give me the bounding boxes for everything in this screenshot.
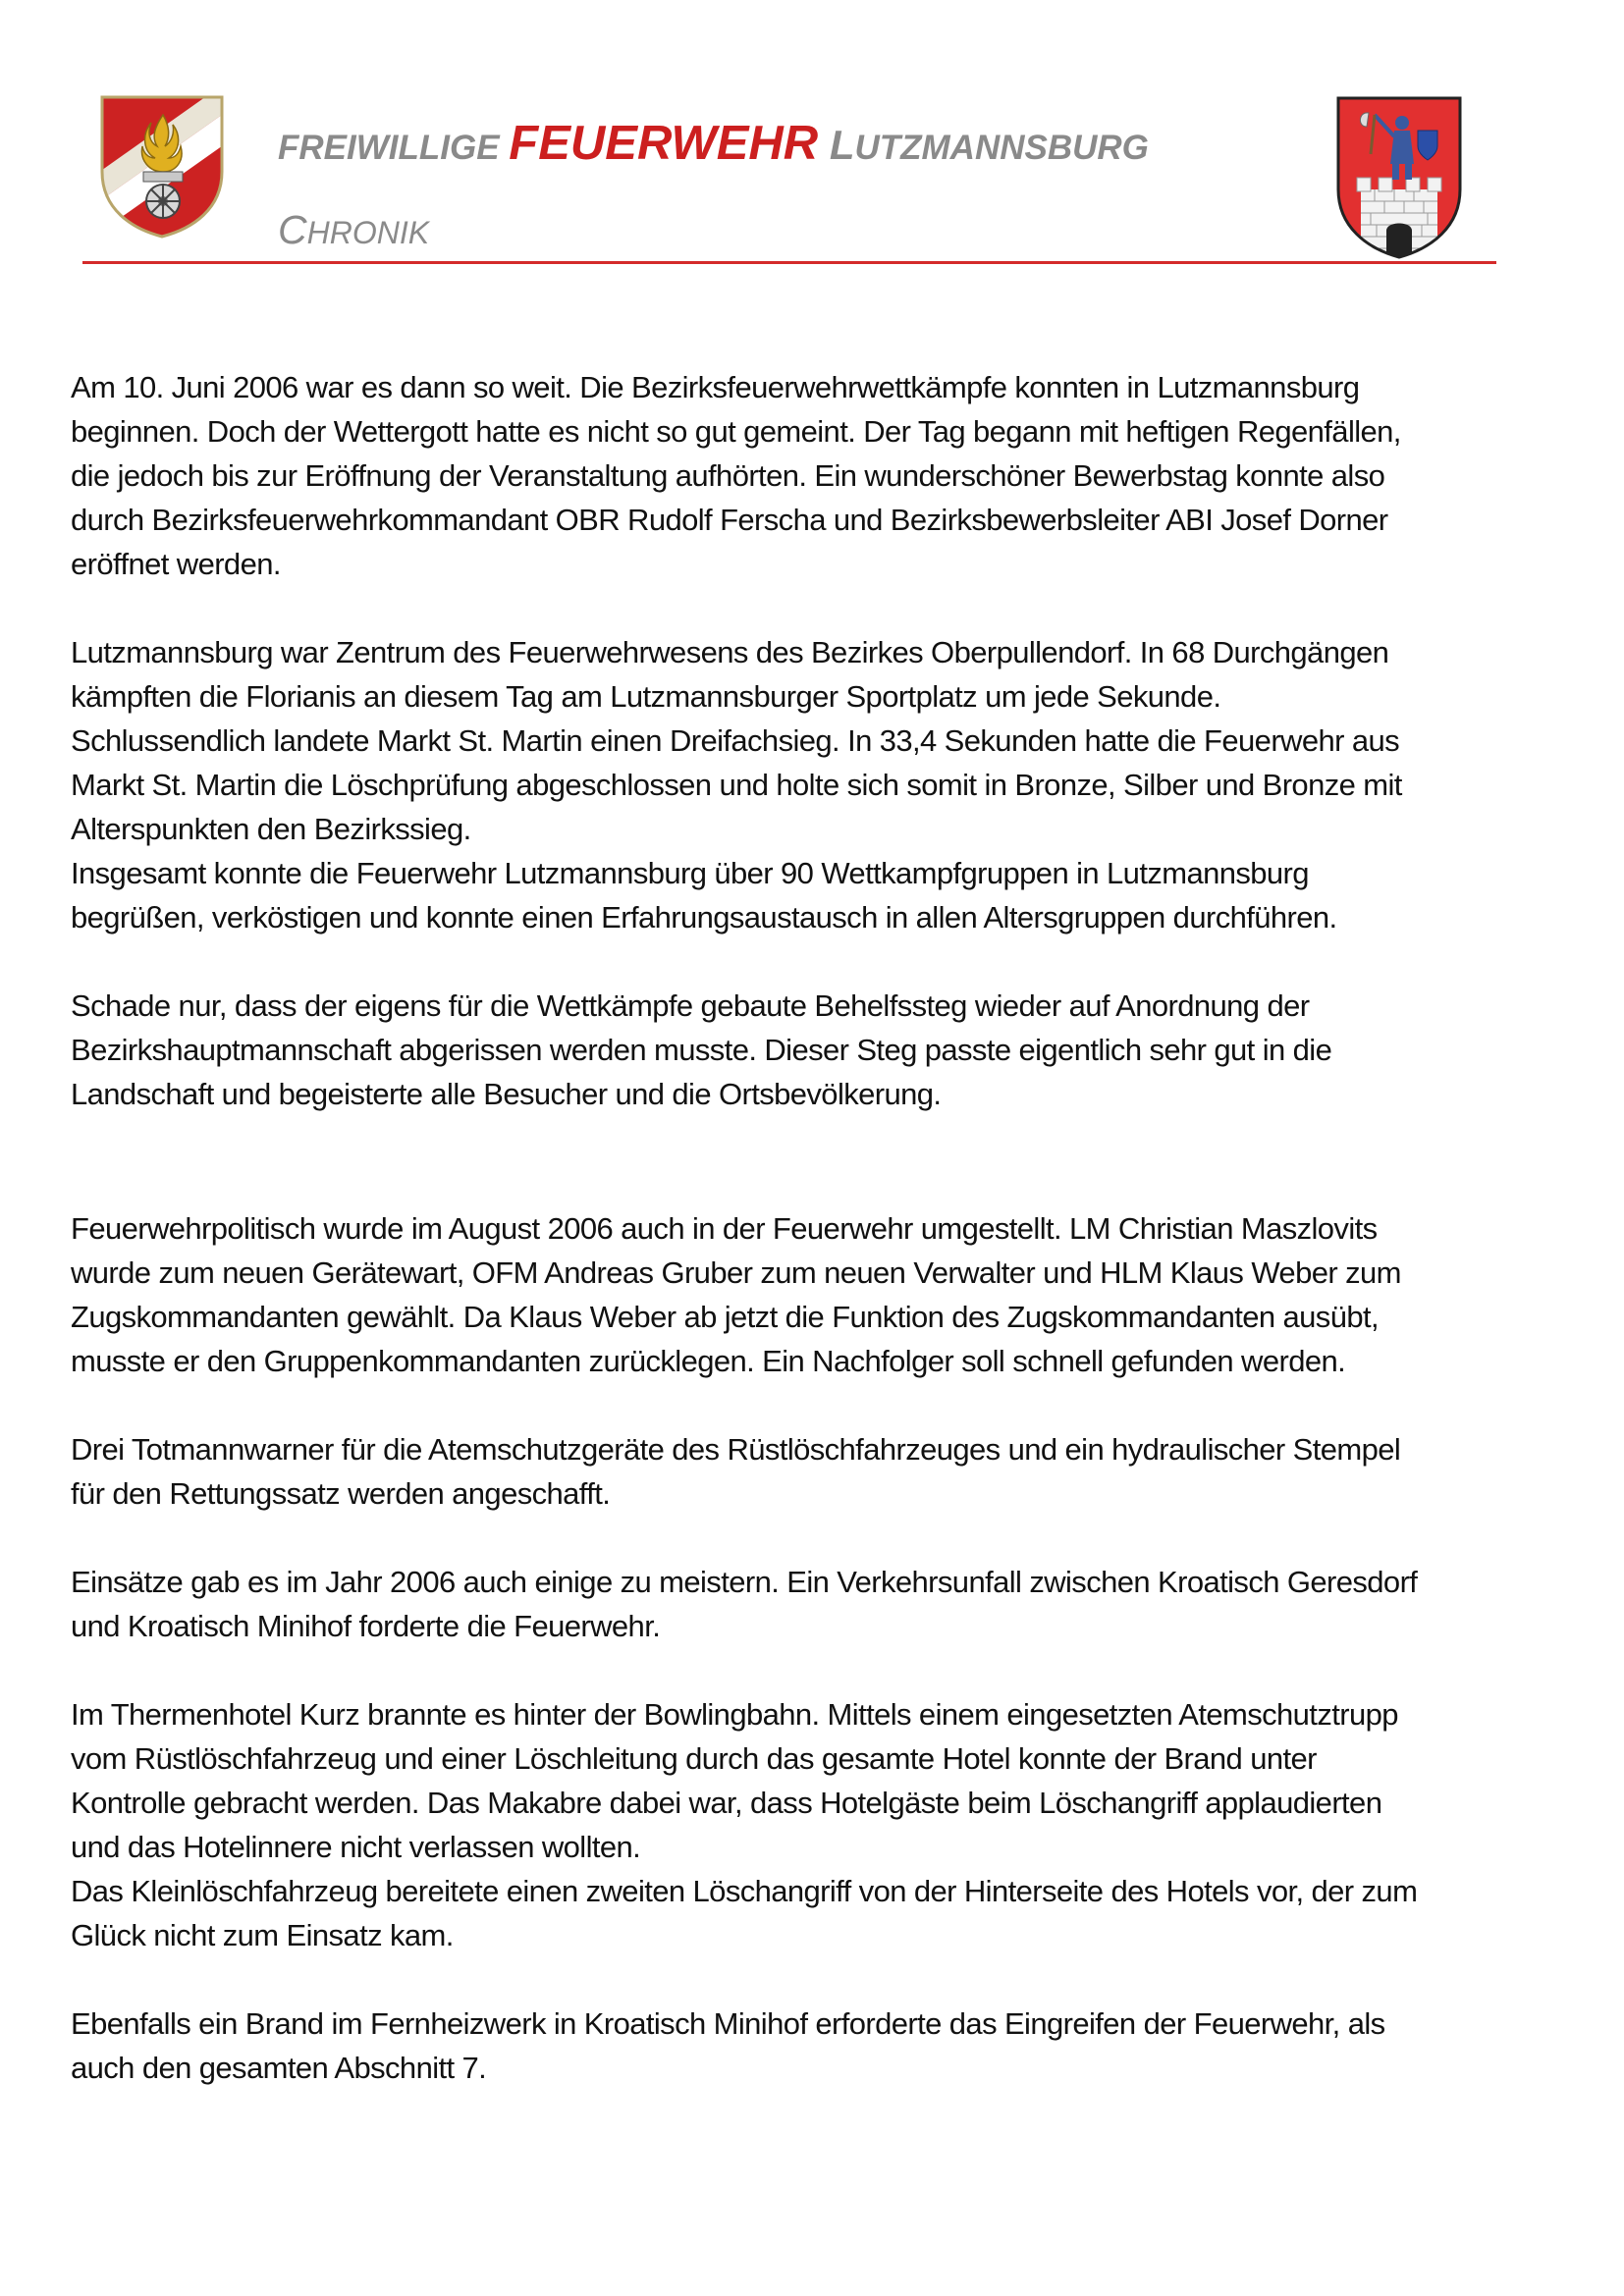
paragraph: Im Thermenhotel Kurz brannte es hinter der Bowlingbahn. Mittels einem eingesetzten Atemschutztrupp vom Rüstlöschfahrzeug und einer Löschleitung durch das gesamte Hotel konnte der Brand unter Kontrolle gebracht werden. Das Makabre dabei war, dass Hotelgäste beim Löschangriff applaudierten und das Hotelinnere nicht verlassen wollten. Das Kleinlöschfahrzeug bereitete einen zweiten Löschangriff von der Hinterseite des Hotels vor, der zum Glück nicht zum Einsatz kam.	[71, 1697, 1418, 1952]
subtitle-initial: C	[278, 207, 307, 252]
organization-title	[278, 116, 1149, 171]
title-main: FEUERWEHR	[509, 117, 819, 170]
fire-brigade-emblem-icon	[98, 93, 226, 240]
chronicle-body	[71, 365, 1563, 2134]
paragraph: Feuerwehrpolitisch wurde im August 2006 auch in der Feuerwehr umgestellt. LM Christian Maszlovits wurde zum neuen Gerätewart, OFM Andreas Gruber zum neuen Verwalter und HLM Klaus Weber zum Zugskommandanten gewählt. Da Klaus Weber ab jetzt die Funktion des Zugskommandanten ausübt, musste er den Gruppenkommandanten zurücklegen. Ein Nachfolger soll schnell gefunden werden.	[71, 1211, 1401, 1378]
paragraph: Einsätze gab es im Jahr 2006 auch einige zu meistern. Ein Verkehrsunfall zwischen Kroatisch Geresdorf und Kroatisch Minihof forderte die Feuerwehr.	[71, 1565, 1418, 1643]
paragraph: Drei Totmannwarner für die Atemschutzgeräte des Rüstlöschfahrzeuges und ein hydraulischer Stempel für den Rettungssatz werden angeschafft.	[71, 1432, 1401, 1511]
header-divider	[82, 261, 1496, 264]
paragraph: Ebenfalls ein Brand im Fernheizwerk in Kroatisch Minihof erforderte das Eingreifen der Feuerwehr, als auch den gesamten Abschnitt 7.	[71, 2006, 1385, 2085]
paragraph: Lutzmannsburg war Zentrum des Feuerwehrwesens des Bezirkes Oberpullendorf. In 68 Durchgängen kämpften die Florianis an diesem Tag am Lutzmannsburger Sportplatz um jede Sekunde. Schlussendlich landete Markt St. Martin einen Dreifachsieg. In 33,4 Sekunden hatte die Feuerwehr aus Markt St. Martin die Löschprüfung abgeschlossen und holte sich somit in Bronze, Silber und Bronze mit Alterspunkten den Bezirkssieg. Insgesamt konnte die Feuerwehr Lutzmannsburg über 90 Wettkampfgruppen in Lutzmannsburg begrüßen, verköstigen und konnte einen Erfahrungsaustausch in allen Altersgruppen durchführen.	[71, 635, 1402, 934]
paragraph: Schade nur, dass der eigens für die Wettkämpfe gebaute Behelfssteg wieder auf Anordnung der Bezirkshauptmannschaft abgerissen werden musste. Dieser Steg passte eigentlich sehr gut in die Landschaft und begeisterte alle Besucher und die Ortsbevölkerung.	[71, 988, 1332, 1111]
document-subtitle	[278, 207, 429, 253]
page-header	[0, 0, 1624, 275]
paragraph: Am 10. Juni 2006 war es dann so weit. Die Bezirksfeuerwehrwettkämpfe konnten in Lutzmannsburg beginnen. Doch der Wettergott hatte es nicht so gut gemeint. Der Tag begann mit heftigen Regenfällen, die jedoch bis zur Eröffnung der Veranstaltung aufhörten. Ein wunderschöner Bewerbstag konnte also durch Bezirksfeuerwehrkommandant OBR Rudolf Ferscha und Bezirksbewerbsleiter ABI Josef Dorner eröffnet werden.	[71, 370, 1401, 581]
title-prefix: FREIWILLIGE	[278, 129, 510, 167]
title-rest: UTZMANNSBURG	[854, 129, 1149, 167]
municipal-coat-of-arms-icon	[1335, 95, 1463, 260]
subtitle-rest: HRONIK	[306, 215, 430, 250]
title-initial: L	[818, 122, 855, 168]
